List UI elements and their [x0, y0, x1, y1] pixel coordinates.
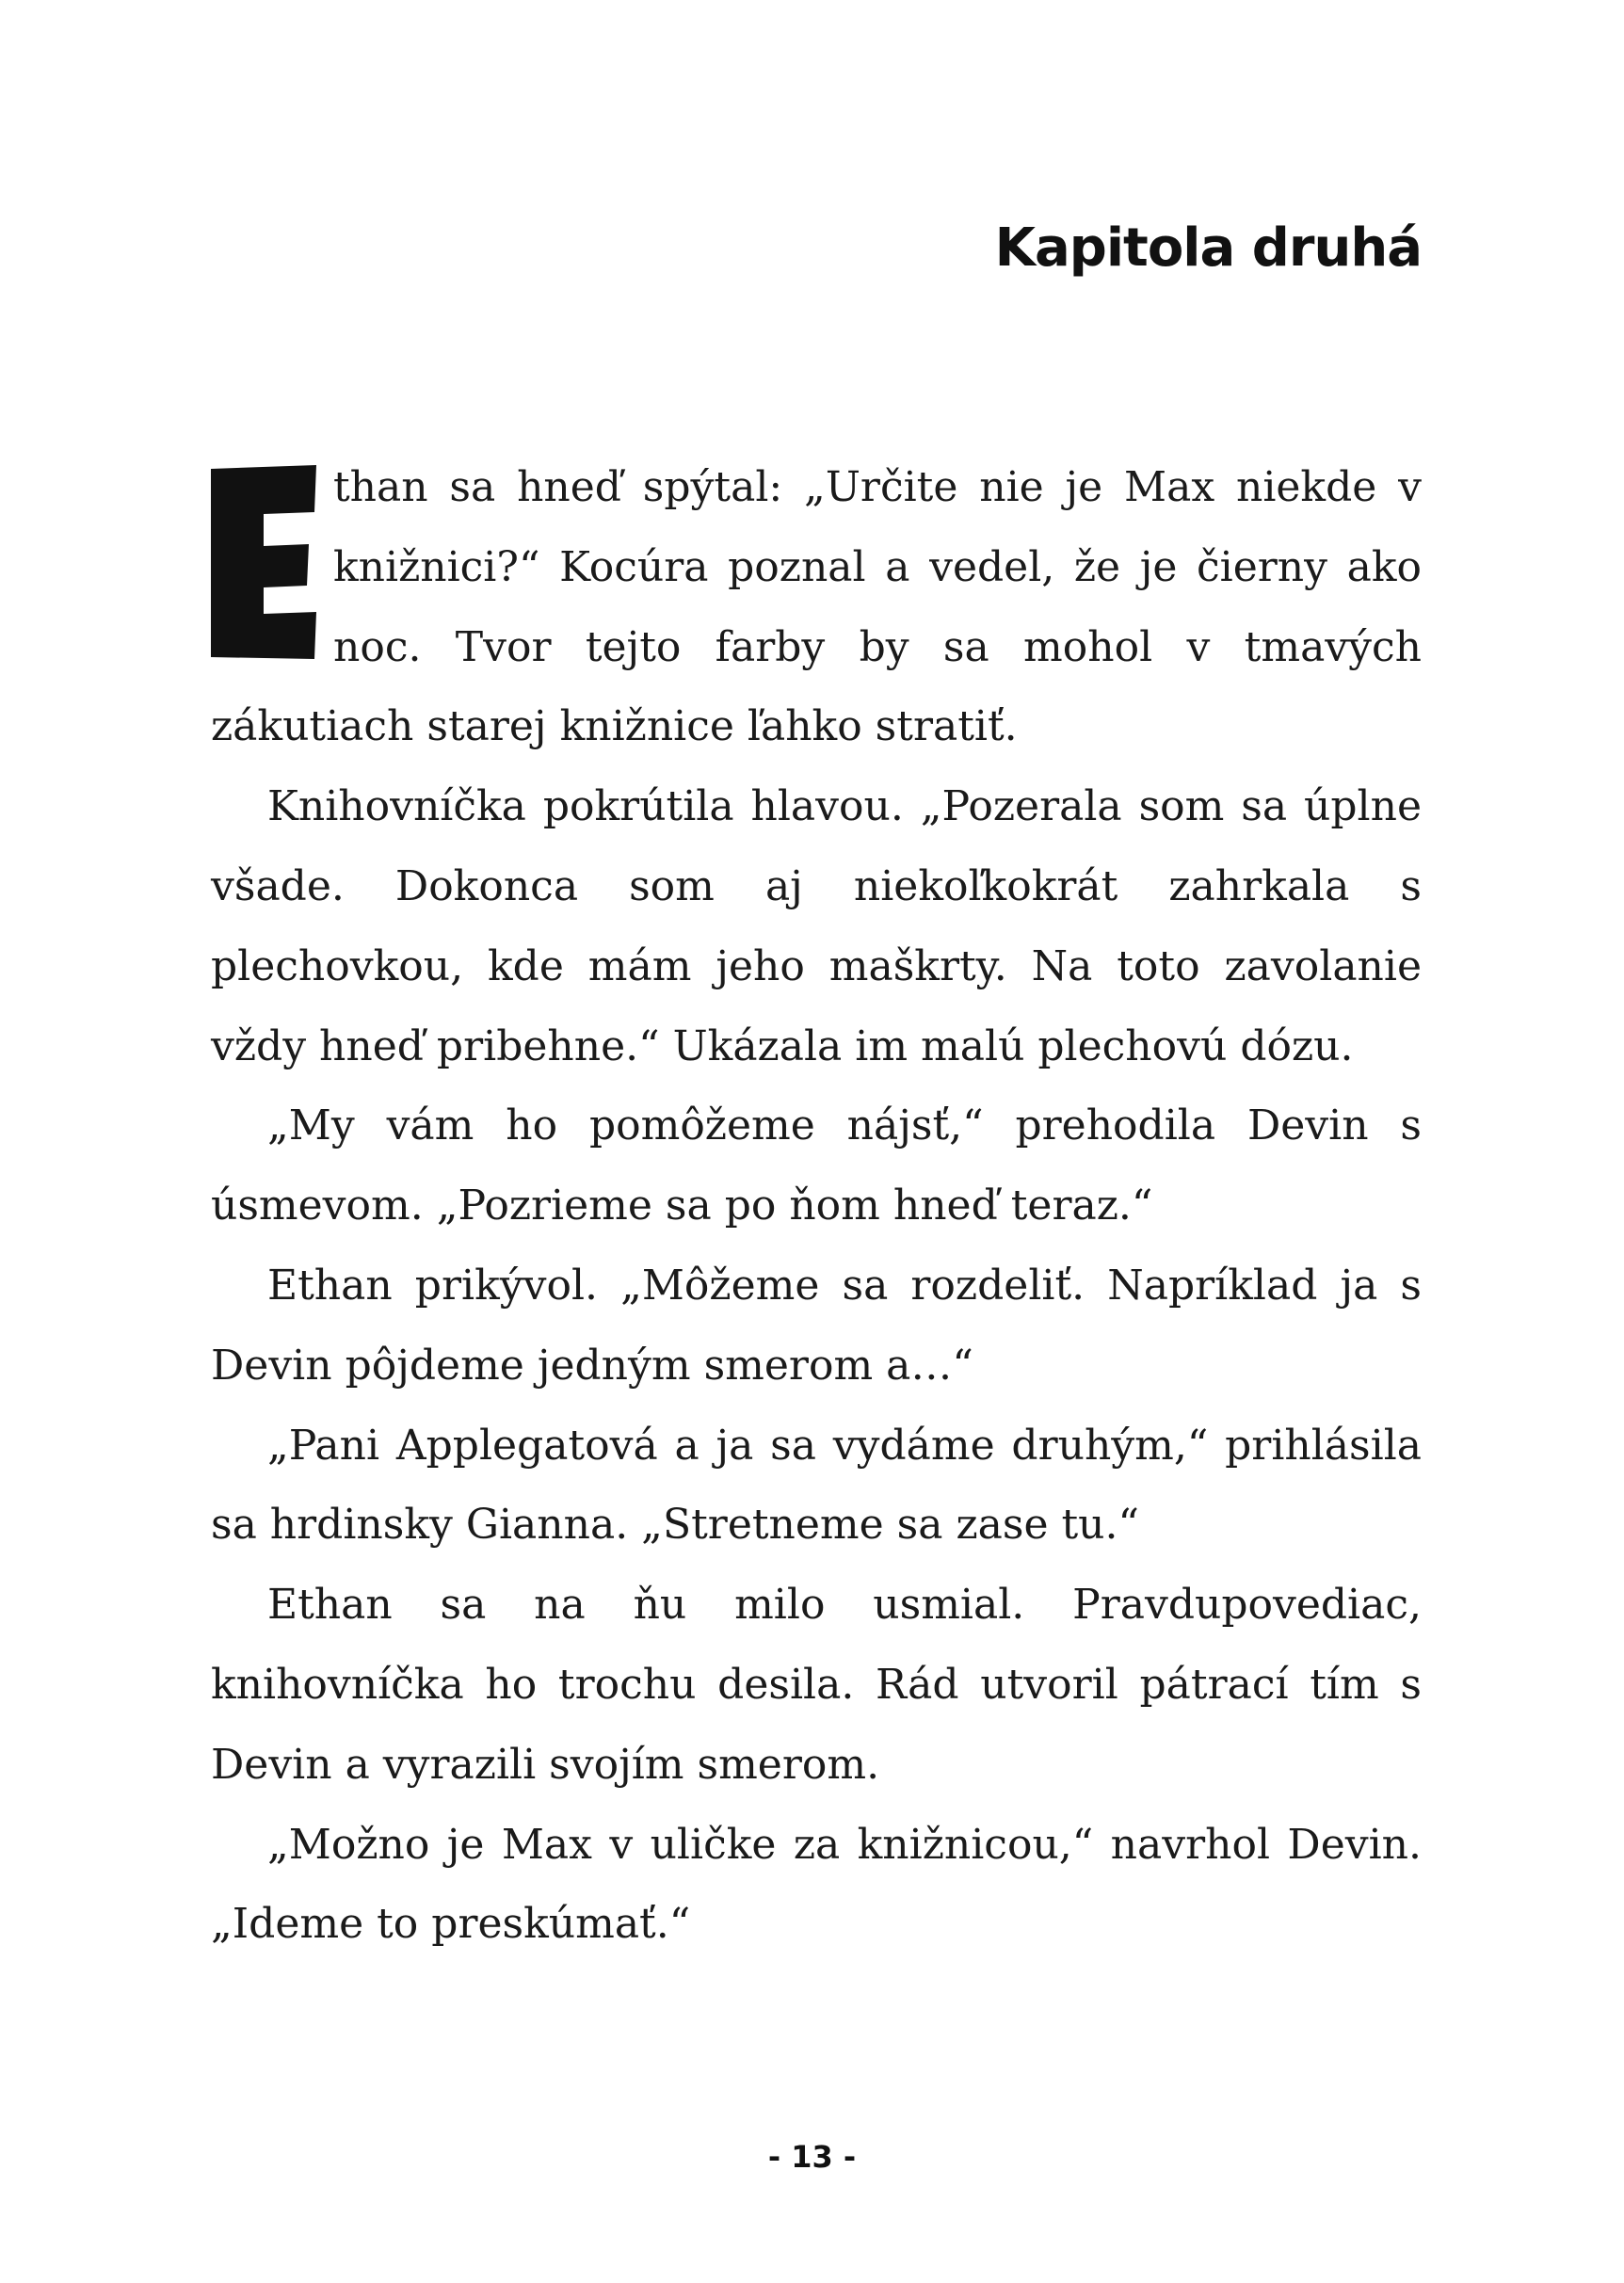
- chapter-title: Kapitola druhá: [994, 217, 1422, 279]
- paragraph-5: „Pani Applegatová a ja sa vydáme druhým,“ prihlásila sa hrdinsky Gianna. „Stretneme sa zase tu.“: [211, 1421, 1422, 1550]
- paragraph-7: „Možno je Max v uličke za knižnicou,“ navrhol Devin. „Ideme to preskúmať.“: [211, 1820, 1422, 1949]
- paragraph-6: Ethan sa na ňu milo usmial. Pravdupovediac, knihovníčka ho trochu desila. Rád utvoril pátrací tím s Devin a vyrazili svojím smerom.: [211, 1581, 1422, 1789]
- paragraph-2: Knihovníčka pokrútila hlavou. „Pozerala som sa úplne všade. Dokonca som aj niekoľkokrát zahrkala s plechovkou, kde mám jeho maškrty. Na toto zavolanie vždy hneď pribehne.“ Ukázala im malú plechovú dózu.: [211, 782, 1422, 1070]
- paragraph-3: „My vám ho pomôžeme nájsť,“ prehodila Devin s úsmevom. „Pozrieme sa po ňom hneď teraz.“: [211, 1101, 1422, 1230]
- paragraph-text: than sa hneď spýtal: „Určite nie je Max niekde v knižnici?“ Kocúra poznal a vedel, že je čierny ako noc. Tvor tejto farby by sa mohol v tmavých zákutiach starej knižnice ľahko stratiť.: [211, 463, 1422, 751]
- paragraph-4: Ethan prikývol. „Môžeme sa rozdeliť. Napríklad ja s Devin pôjdeme jedným smerom a…“: [211, 1261, 1422, 1390]
- paragraph-1: [211, 448, 1422, 767]
- body-text: [211, 448, 1422, 1965]
- drop-cap-e: [211, 465, 316, 659]
- page-number: - 13 -: [767, 2139, 857, 2175]
